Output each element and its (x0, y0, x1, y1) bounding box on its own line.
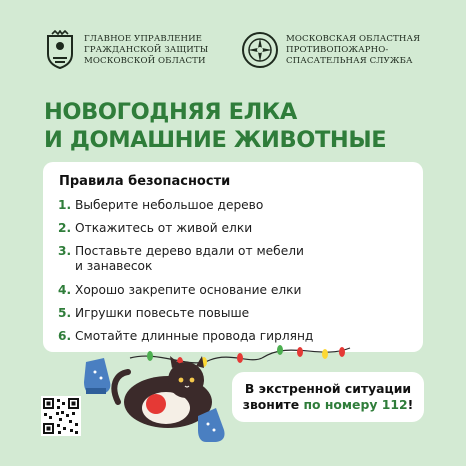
rule-item: 2. Откажитесь от живой елки (58, 221, 253, 236)
rule-item: 4. Хорошо закрепите основание елки (58, 282, 302, 297)
mitten-icon (84, 358, 110, 394)
rule-item: 5. Игрушки повесьте повыше (58, 305, 250, 320)
org-mops-header (240, 30, 420, 70)
page-title: НОВОГОДНЯЯ ЕЛКА И ДОМАШНИЕ ЖИВОТНЫЕ (44, 99, 387, 153)
moscow-oblast-coat-of-arms-icon (42, 30, 78, 70)
qr-code-icon[interactable] (41, 396, 81, 436)
rule-item: 3. Поставьте дерево вдали от мебели и занавесок (58, 244, 304, 274)
cat-illustration-icon (114, 356, 212, 428)
fire-rescue-emblem-icon (240, 30, 280, 70)
org-mops-name: МОСКОВСКАЯ ОБЛАСТНАЯ ПРОТИВОПОЖАРНО- СПАСАТЕЛЬНАЯ СЛУЖБА (286, 33, 421, 66)
rules-list (58, 198, 313, 352)
emergency-number: по номеру 112 (303, 397, 408, 412)
rule-item: 1. Выберите небольшое дерево (58, 198, 264, 212)
org-gz-name: ГЛАВНОЕ УПРАВЛЕНИЕ ГРАЖДАНСКОЙ ЗАЩИТЫ МОСКОВСКОЙ ОБЛАСТИ (84, 33, 209, 66)
org-gz-header (42, 30, 208, 70)
rules-heading: Правила безопасности (59, 174, 231, 189)
emergency-callout: В экстренной ситуации звоните по номеру 112! (232, 372, 424, 422)
garland-icon (130, 345, 350, 367)
rule-item: 6. Смотайте длинные провода гирлянд (58, 328, 314, 343)
safety-rules-card (43, 162, 423, 352)
